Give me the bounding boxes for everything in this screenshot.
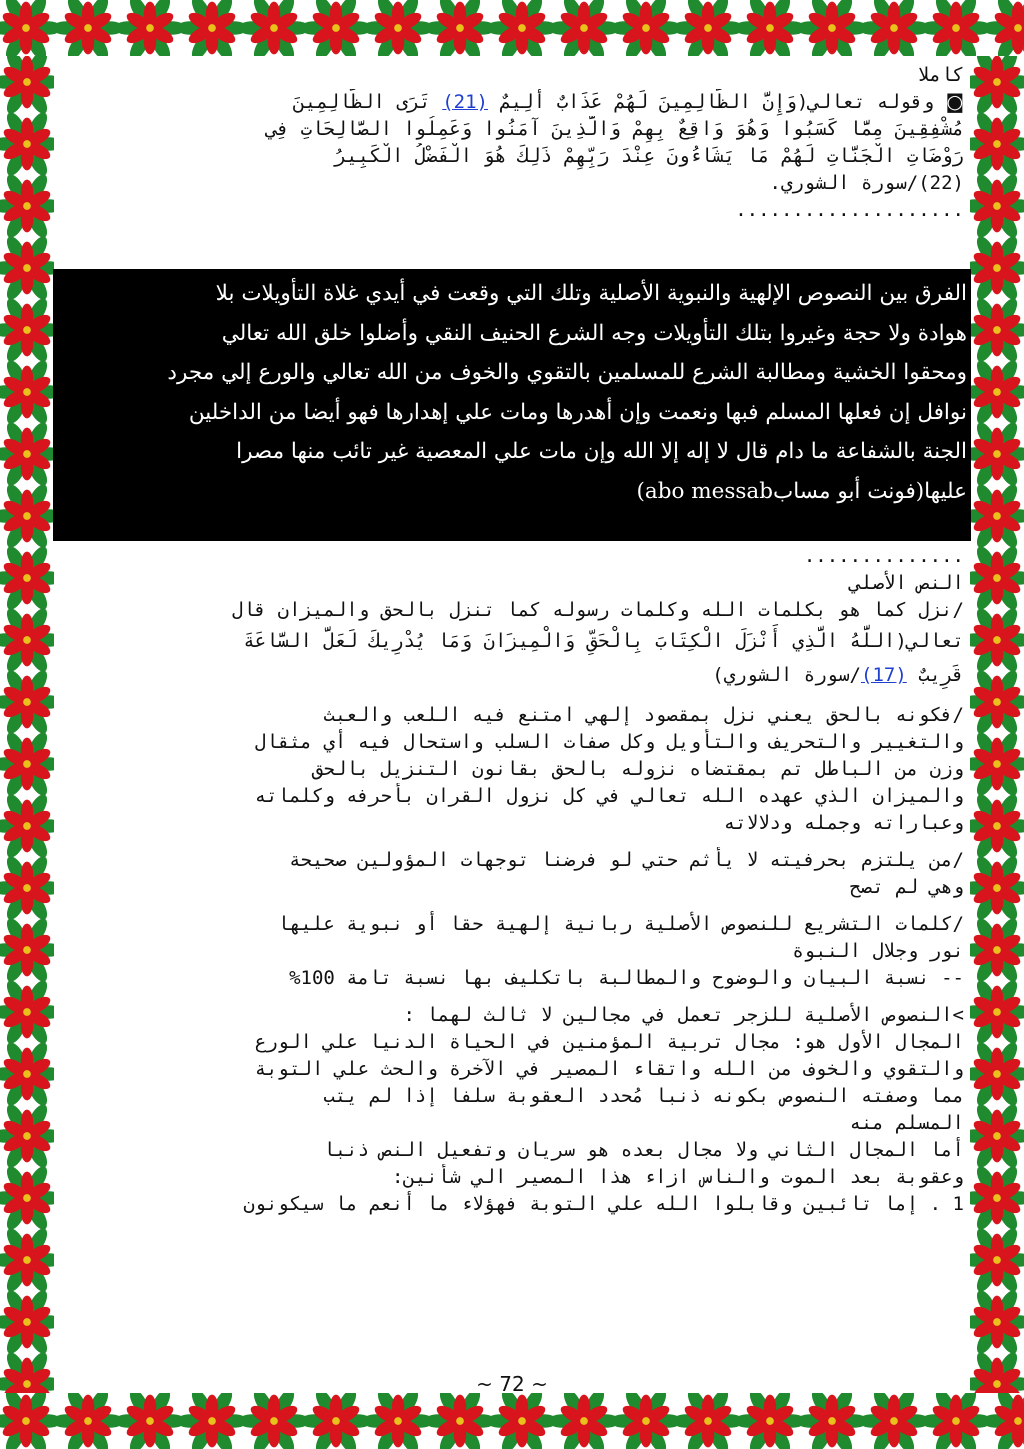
paragraph-line: تعالي(اللَّهُ الَّذِي أَنْزَلَ الْكِتَابَ بِالْحَقِّ وَالْمِيزَانَ وَمَا يُدْرِيكَ لَعَلَّ السَّاعَةَ xyxy=(243,630,964,652)
poinsettia-flower-icon xyxy=(970,915,1024,984)
poinsettia-flower-icon xyxy=(672,0,744,56)
section-heading: النص الأصلي xyxy=(849,572,964,594)
poinsettia-flower-icon xyxy=(0,853,54,922)
paragraph-line: قَرِيبٌ (17)/سورة الشوري) xyxy=(712,664,964,686)
separator-dots: .................... xyxy=(735,199,964,221)
poinsettia-flower-icon xyxy=(0,233,54,302)
paragraph-line: /من يلتزم بحرفيته لا يأثم حتي لو فرضنا توجهات المؤولين صحيحة xyxy=(289,849,964,871)
poinsettia-flower-icon xyxy=(858,0,930,56)
paragraph-line: أما المجال الثاني ولا مجال بعده هو سريان وتفعيل النص ذنبا xyxy=(323,1139,964,1161)
box-line: نوافل إن فعلها المسلم فبها ونعمت وإن أهدرها ومات علي إهدارها فهو أيضا من الداخلين xyxy=(188,399,967,425)
poinsettia-flower-icon xyxy=(734,0,806,56)
poinsettia-flower-icon xyxy=(0,543,54,612)
poinsettia-flower-icon xyxy=(796,0,868,56)
section-original-text xyxy=(60,543,964,1218)
poinsettia-flower-icon xyxy=(0,915,54,984)
poinsettia-flower-icon xyxy=(362,1393,434,1449)
decorative-border-bottom xyxy=(0,1393,1024,1449)
poinsettia-flower-icon xyxy=(52,0,124,56)
poinsettia-flower-icon xyxy=(734,1393,806,1449)
paragraph-line: نور وجلال النبوة xyxy=(792,940,964,962)
poinsettia-flower-icon xyxy=(672,1393,744,1449)
poinsettia-flower-icon xyxy=(0,109,54,178)
poinsettia-flower-icon xyxy=(0,481,54,550)
paragraph-line: المسلم منه xyxy=(849,1112,964,1134)
poinsettia-flower-icon xyxy=(300,0,372,56)
poinsettia-flower-icon xyxy=(114,1393,186,1449)
verse-reference-link[interactable]: (21) xyxy=(442,91,488,113)
verse-line-1: ◙ وقوله تعالي(وَإِنَّ الظَّالِمِينَ لَهُمْ عَذَابٌ أَلِيمٌ (21) تَرَى الظَّالِمِينَ xyxy=(293,91,964,113)
poinsettia-flower-icon xyxy=(0,667,54,736)
poinsettia-flower-icon xyxy=(0,791,54,860)
poinsettia-flower-icon xyxy=(548,1393,620,1449)
poinsettia-flower-icon xyxy=(0,56,54,117)
poinsettia-flower-icon xyxy=(970,791,1024,860)
poinsettia-flower-icon xyxy=(970,1225,1024,1294)
box-line: الجنة بالشفاعة ما دام قال لا إله إلا الله وإن مات علي المعصية غير تائب منها مصرا xyxy=(236,439,967,464)
poinsettia-flower-icon xyxy=(114,0,186,56)
box-line: الفرق بين النصوص الإلهية والنبوية الأصلية وتلك التي وقعت في أيدي غلاة التأويلات بلا xyxy=(215,281,967,306)
poinsettia-flower-icon xyxy=(0,977,54,1046)
poinsettia-flower-icon xyxy=(300,1393,372,1449)
paragraph-line: 1 . إما تائبين وقابلوا الله علي التوبة فهؤلاء ما أنعم ما سيكونون xyxy=(243,1193,964,1215)
poinsettia-flower-icon xyxy=(970,56,1024,117)
paragraph-line: والتقوي والخوف من الله واتقاء المصير في الآخرة والحث علي التوبة xyxy=(254,1058,964,1080)
poinsettia-flower-icon xyxy=(970,543,1024,612)
poinsettia-flower-icon xyxy=(982,1393,1024,1449)
poinsettia-flower-icon xyxy=(0,1225,54,1294)
poinsettia-flower-icon xyxy=(0,171,54,240)
poinsettia-flower-icon xyxy=(0,1287,54,1356)
paragraph-line: وعباراته وجمله ودلالاته xyxy=(723,812,964,834)
poinsettia-flower-icon xyxy=(970,481,1024,550)
poinsettia-flower-icon xyxy=(970,729,1024,798)
paragraph-line: مما وصفته النصوص بكونه ذنبا مُحدد العقوبة سلفا إذا لم يتب xyxy=(323,1085,964,1107)
poinsettia-flower-icon xyxy=(610,0,682,56)
poinsettia-flower-icon xyxy=(0,1101,54,1170)
verse-line-4: (22)/سورة الشوري. xyxy=(769,172,964,194)
poinsettia-flower-icon xyxy=(0,357,54,426)
poinsettia-flower-icon xyxy=(0,419,54,488)
poinsettia-flower-icon xyxy=(970,109,1024,178)
decorative-border-right xyxy=(970,56,1024,1393)
paragraph-line: وزن من الباطل تم بمقتضاه نزوله بالحق بقانون التنزيل بالحق xyxy=(311,758,964,780)
poinsettia-flower-icon xyxy=(0,605,54,674)
paragraph-line: /فكونه بالحق يعني نزل بمقصود إلهي امتنع فيه اللعب والعبث xyxy=(323,704,964,726)
paragraph-line: /نزل كما هو بكلمات الله وكلمات رسوله كما تنزل بالحق والميزان قال xyxy=(231,599,964,621)
poinsettia-flower-icon xyxy=(238,1393,310,1449)
document-page xyxy=(60,62,967,1396)
poinsettia-flower-icon xyxy=(486,0,558,56)
poinsettia-flower-icon xyxy=(970,1287,1024,1356)
paragraph-line: والميزان الذي عهده الله تعالي في كل نزول القران بأحرفه وكلماته xyxy=(254,785,964,807)
poinsettia-flower-icon xyxy=(238,0,310,56)
poinsettia-flower-icon xyxy=(0,1349,54,1393)
box-line: هوادة ولا حجة وغيروا بتلك التأويلات وجه الشرع الحنيف النقي وأضلوا خلق الله تعالي xyxy=(221,320,967,346)
poinsettia-flower-icon xyxy=(982,0,1024,56)
poinsettia-flower-icon xyxy=(610,1393,682,1449)
poinsettia-flower-icon xyxy=(970,605,1024,674)
verse-line-3: رَوْضَاتِ الْجَنَّاتِ لَهُمْ مَا يَشَاءُونَ عِنْدَ رَبِّهِمْ ذَلِكَ هُوَ الْفَضْلُ الْكَبِيرُ xyxy=(334,145,964,167)
paragraph-line: -- نسبة البيان والوضوح والمطالبة باتكليف بها نسبة تامة 100% xyxy=(289,967,964,989)
poinsettia-flower-icon xyxy=(0,729,54,798)
poinsettia-flower-icon xyxy=(486,1393,558,1449)
square-bullet-icon: ◙ xyxy=(945,91,964,113)
poinsettia-flower-icon xyxy=(970,233,1024,302)
poinsettia-flower-icon xyxy=(970,1101,1024,1170)
poinsettia-flower-icon xyxy=(970,977,1024,1046)
paragraph-line: والتغيير والتحريف والتأويل وكل صفات السلب واستحال فيه أي مثقال xyxy=(254,731,964,753)
section-heading: كاملا xyxy=(918,64,964,86)
poinsettia-flower-icon xyxy=(920,0,992,56)
paragraph-line: وهي لم تصح xyxy=(849,876,964,898)
verse-line-2: مُشْفِقِينَ مِمَّا كَسَبُوا وَهُوَ وَاقِعٌ بِهِمْ وَالَّذِينَ آمَنُوا وَعَمِلُوا الصَّالِحَاتِ فِي xyxy=(266,118,964,140)
poinsettia-flower-icon xyxy=(424,0,496,56)
poinsettia-flower-icon xyxy=(970,1349,1024,1393)
poinsettia-flower-icon xyxy=(920,1393,992,1449)
poinsettia-flower-icon xyxy=(970,295,1024,364)
poinsettia-flower-icon xyxy=(970,1039,1024,1108)
poinsettia-flower-icon xyxy=(176,1393,248,1449)
highlighted-text-box xyxy=(53,269,971,541)
poinsettia-flower-icon xyxy=(362,0,434,56)
poinsettia-flower-icon xyxy=(970,667,1024,736)
poinsettia-flower-icon xyxy=(0,1039,54,1108)
poinsettia-flower-icon xyxy=(970,419,1024,488)
poinsettia-flower-icon xyxy=(176,0,248,56)
paragraph-line: وعقوبة بعد الموت والناس ازاء هذا المصير الي شأنين: xyxy=(392,1166,964,1188)
poinsettia-flower-icon xyxy=(970,1163,1024,1232)
paragraph-line: /كلمات التشريع للنصوص الأصلية ربانية إلهية حقا أو نبوية عليها xyxy=(277,913,964,935)
verse-reference-link[interactable]: (17) xyxy=(861,664,907,686)
poinsettia-flower-icon xyxy=(858,1393,930,1449)
poinsettia-flower-icon xyxy=(548,0,620,56)
poinsettia-flower-icon xyxy=(0,1163,54,1232)
paragraph-line: >النصوص الأصلية للزجر تعمل في مجالين لا ثالث لهما : xyxy=(403,1004,964,1026)
decorative-border-left xyxy=(0,56,54,1393)
page-number: ~ 72 ~ xyxy=(476,1372,548,1396)
paragraph-line: المجال الأول هو: مجال تربية المؤمنين في الحياة الدنيا علي الورع xyxy=(254,1031,964,1053)
poinsettia-flower-icon xyxy=(796,1393,868,1449)
poinsettia-flower-icon xyxy=(0,295,54,364)
decorative-border-top xyxy=(0,0,1024,56)
poinsettia-flower-icon xyxy=(52,1393,124,1449)
poinsettia-flower-icon xyxy=(970,171,1024,240)
poinsettia-flower-icon xyxy=(424,1393,496,1449)
box-line: عليها(فونت أبو مسابabo messab) xyxy=(636,478,967,504)
poinsettia-flower-icon xyxy=(970,853,1024,922)
section-quran-quote xyxy=(60,62,964,224)
box-line: ومحقوا الخشية ومطالبة الشرع للمسلمين بالتقوي والخوف من الله تعالي والورع إلي مجرد xyxy=(167,360,967,385)
separator-dots: .............. xyxy=(803,545,964,567)
poinsettia-flower-icon xyxy=(970,357,1024,426)
